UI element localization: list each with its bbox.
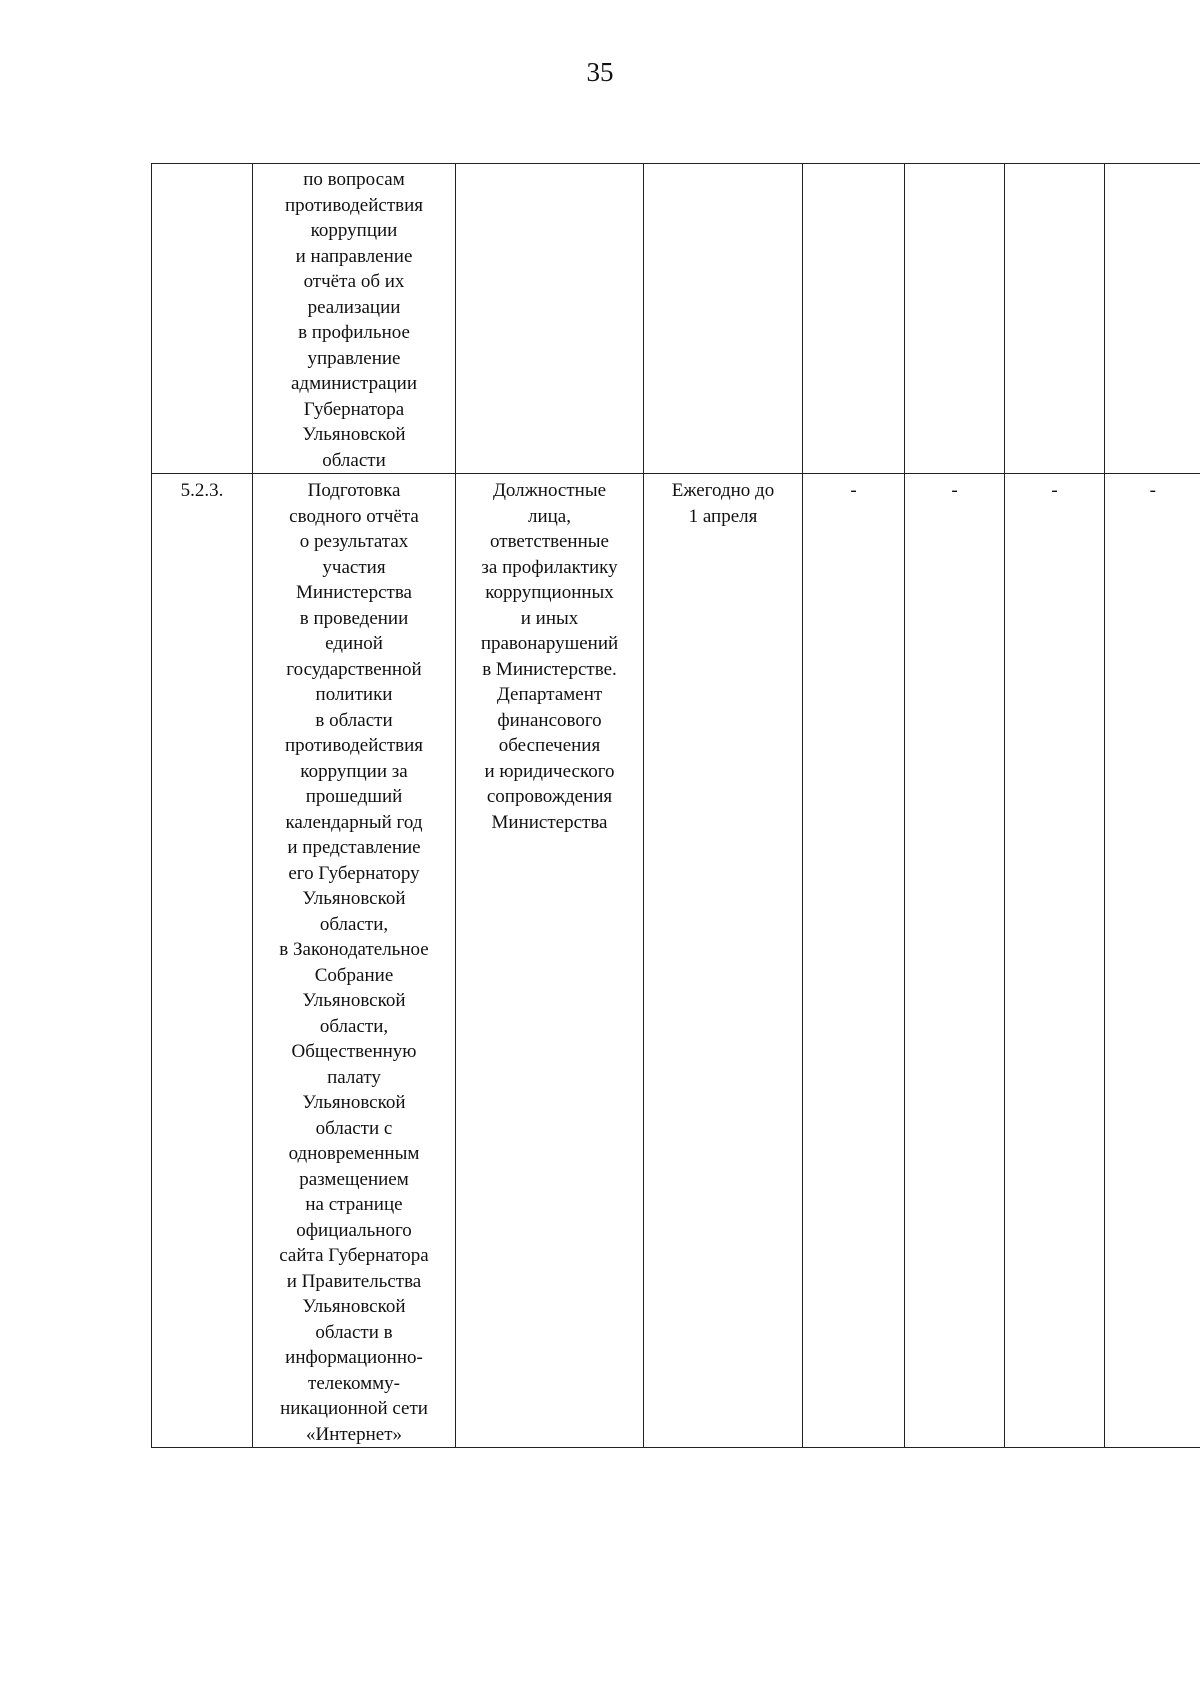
cell-line: администрации [290, 373, 418, 394]
cell-line: Ульяновской [302, 1296, 406, 1317]
value-text: - [1051, 480, 1058, 501]
cell-line: Ульяновской [302, 888, 406, 909]
measure-text [257, 478, 451, 1447]
cell-line: участия [322, 556, 386, 578]
cell-line: отчёта об их [303, 271, 405, 292]
cell-line: управление [307, 347, 401, 369]
value-text: - [850, 480, 857, 501]
cell-line: сопровождения [486, 786, 613, 807]
deadline-text [648, 478, 798, 529]
deadline-cell [644, 164, 803, 474]
cell-line: Подготовка [307, 480, 401, 501]
measure-cell [253, 164, 456, 474]
value-cell [1105, 474, 1200, 1448]
deadline-cell [644, 474, 803, 1448]
value-cell [1005, 474, 1105, 1448]
cell-line: его Губернатору [288, 862, 420, 884]
value-cell [1005, 164, 1105, 474]
cell-line: Ульяновской [302, 1092, 406, 1113]
cell-line: Ежегодно до [671, 480, 775, 501]
cell-line: размещением [299, 1168, 409, 1190]
measure-cell [253, 474, 456, 1448]
value-text: - [1149, 480, 1156, 501]
cell-line: Губернатора [303, 398, 405, 420]
plan-table [151, 163, 1200, 1448]
cell-line: сайта Губернатора [279, 1245, 429, 1266]
value-text: - [951, 480, 958, 501]
cell-line: Ульяновской [302, 424, 406, 445]
cell-line: противодействия [284, 735, 424, 756]
responsible-text [460, 478, 639, 835]
cell-line: в Министерстве. [482, 658, 617, 680]
cell-line: палату [327, 1066, 381, 1088]
cell-line: и иных [520, 607, 579, 629]
cell-line: Должностные [492, 480, 607, 501]
cell-line: коррупции за [300, 760, 408, 782]
cell-line: в области [315, 709, 393, 731]
cell-line: реализации [307, 296, 401, 318]
cell-line: по вопросам [303, 169, 405, 190]
cell-line: области с [315, 1117, 393, 1139]
cell-line: в Законодательное [279, 939, 429, 960]
cell-line: лица, [527, 505, 571, 527]
cell-line: и представление [287, 837, 421, 858]
cell-line: сводного отчёта [289, 505, 419, 527]
page-number: 35 [586, 57, 614, 87]
cell-line: в профильное [298, 322, 410, 343]
cell-line: на странице [305, 1194, 403, 1215]
cell-line: никационной сети [280, 1398, 428, 1419]
cell-line: и направление [295, 245, 413, 267]
cell-line: финансового [497, 709, 602, 731]
cell-line: календарный год [285, 811, 423, 833]
cell-line: противодействия [284, 194, 424, 216]
cell-line: правонарушений [480, 633, 619, 654]
cell-line: в проведении [299, 607, 409, 629]
cell-line: коррупционных [485, 582, 614, 603]
table-row [152, 164, 1200, 474]
cell-line: о результатах [299, 531, 409, 552]
value-cell [803, 164, 905, 474]
cell-line: коррупции [310, 220, 398, 241]
responsible-cell [456, 474, 644, 1448]
cell-line: прошедший [305, 786, 403, 807]
cell-line: политики [315, 684, 393, 705]
cell-line: единой [325, 633, 383, 654]
cell-line: государственной [286, 658, 422, 680]
cell-line: Собрание [314, 964, 394, 986]
table-row [152, 474, 1200, 1448]
cell-line: Ульяновской [302, 990, 406, 1011]
cell-line: «Интернет» [305, 1423, 403, 1445]
cell-line: 1 апреля [688, 505, 758, 527]
cell-line: Департамент [496, 684, 603, 705]
cell-line: обеспечения [498, 735, 601, 756]
cell-line: области в [315, 1321, 393, 1343]
cell-line: одновременным [288, 1143, 420, 1164]
value-cell [1105, 164, 1200, 474]
cell-line: Министерства [491, 811, 608, 833]
row-number-cell: 5.2.3. [152, 474, 253, 1448]
cell-line: области [322, 449, 386, 471]
cell-line: официального [296, 1219, 412, 1241]
value-cell [905, 164, 1005, 474]
cell-line: Министерства [296, 582, 412, 603]
row-number-cell [152, 164, 253, 474]
cell-line: Общественную [291, 1041, 417, 1062]
cell-line: и юридического [484, 760, 615, 782]
value-cell [803, 474, 905, 1448]
value-cell [905, 474, 1005, 1448]
cell-line: области, [319, 1015, 389, 1037]
cell-line: и Правительства [286, 1270, 422, 1292]
cell-line: за профилактику [481, 556, 618, 578]
cell-line: ответственные [490, 531, 609, 552]
cell-line: телекомму- [308, 1372, 400, 1394]
cell-line: информационно- [285, 1347, 423, 1368]
responsible-cell [456, 164, 644, 474]
measure-text [257, 167, 451, 473]
cell-line: области, [319, 913, 389, 935]
